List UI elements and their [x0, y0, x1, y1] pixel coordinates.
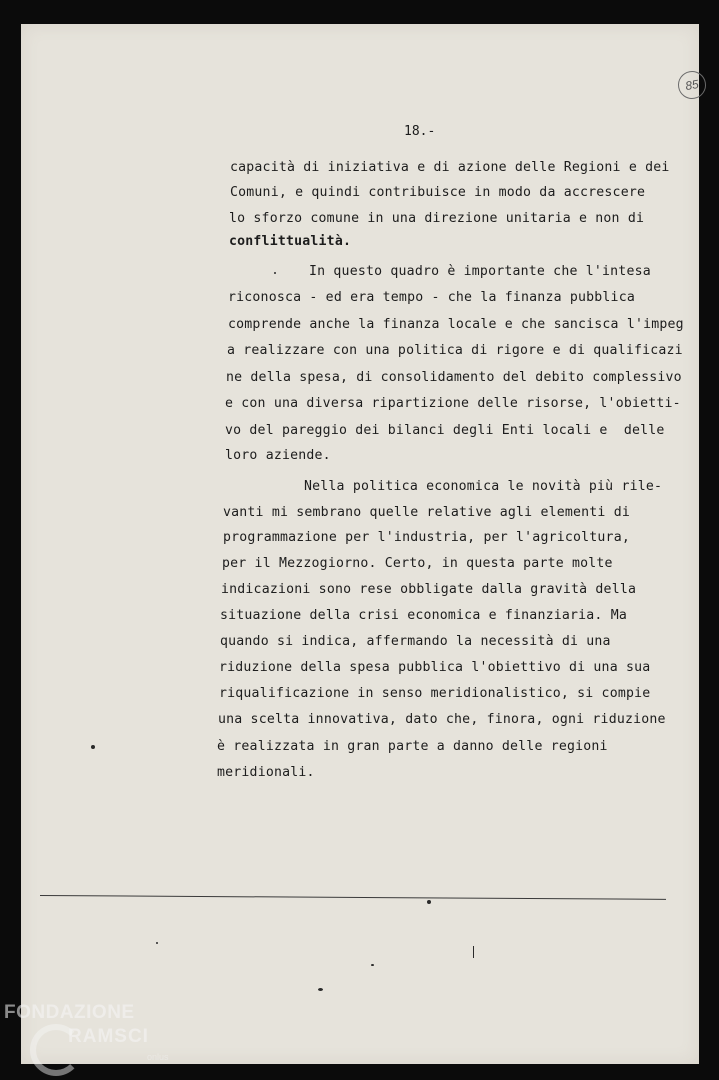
text-line: Comuni, e quindi contribuisce in modo da accrescere	[230, 185, 646, 200]
text-line: per il Mezzogiorno. Certo, in questa parte molte	[222, 556, 613, 571]
text-line: conflittualità.	[229, 234, 352, 249]
paper-speck	[156, 942, 158, 944]
paper-speck	[274, 272, 276, 274]
text-line: lo sforzo comune in una direzione unitaria e non di	[229, 211, 645, 226]
text-line: vo del pareggio dei bilanci degli Enti locali e delle	[225, 423, 665, 438]
page-number: 18.-	[404, 124, 436, 139]
paper-speck	[427, 900, 431, 904]
paper-speck	[91, 745, 95, 749]
fondazione-gramsci-watermark	[4, 1002, 179, 1074]
text-line: vanti mi sembrano quelle relative agli elementi di	[223, 505, 630, 520]
text-line: riconosca - ed era tempo - che la finanza pubblica	[228, 290, 635, 305]
text-line: loro aziende.	[225, 448, 331, 463]
horizontal-rule	[40, 895, 666, 900]
paper-speck	[473, 946, 474, 958]
text-line: situazione della crisi economica e finanziaria. Ma	[220, 608, 627, 623]
text-line: capacità di iniziativa e di azione delle Regioni e dei	[230, 160, 670, 175]
document-page	[21, 24, 699, 1064]
text-line: quando si indica, affermando la necessità di una	[220, 634, 611, 649]
paper-speck	[318, 988, 323, 991]
text-line: indicazioni sono rese obbligate dalla gravità della	[221, 582, 637, 597]
text-line: è realizzata in gran parte a danno delle regioni	[217, 739, 608, 754]
text-line: comprende anche la finanza locale e che sancisca l'impeg	[228, 317, 684, 332]
text-line: ne della spesa, di consolidamento del debito complessivo	[226, 370, 682, 385]
text-line: meridionali.	[217, 765, 315, 780]
text-line: Nella politica economica le novità più rile-	[304, 479, 663, 494]
watermark-onlus: onlus	[147, 1052, 169, 1062]
watermark-title: FONDAZIONE	[4, 1002, 135, 1023]
text-line: riduzione della spesa pubblica l'obiettivo di una sua	[219, 660, 651, 675]
text-line: e con una diversa ripartizione delle risorse, l'obietti-	[225, 396, 681, 411]
text-line: una scelta innovativa, dato che, finora, ogni riduzione	[218, 712, 666, 727]
text-line: riqualificazione in senso meridionalistico, si compie	[219, 686, 651, 701]
text-line: programmazione per l'industria, per l'agricoltura,	[223, 530, 630, 545]
watermark-subtitle: RAMSCI	[68, 1026, 149, 1047]
archive-number-stamp: 85	[676, 69, 708, 101]
text-line: In questo quadro è importante che l'intesa	[309, 264, 651, 279]
paper-speck	[371, 964, 374, 966]
text-line: a realizzare con una politica di rigore e di qualificazi	[227, 343, 683, 358]
